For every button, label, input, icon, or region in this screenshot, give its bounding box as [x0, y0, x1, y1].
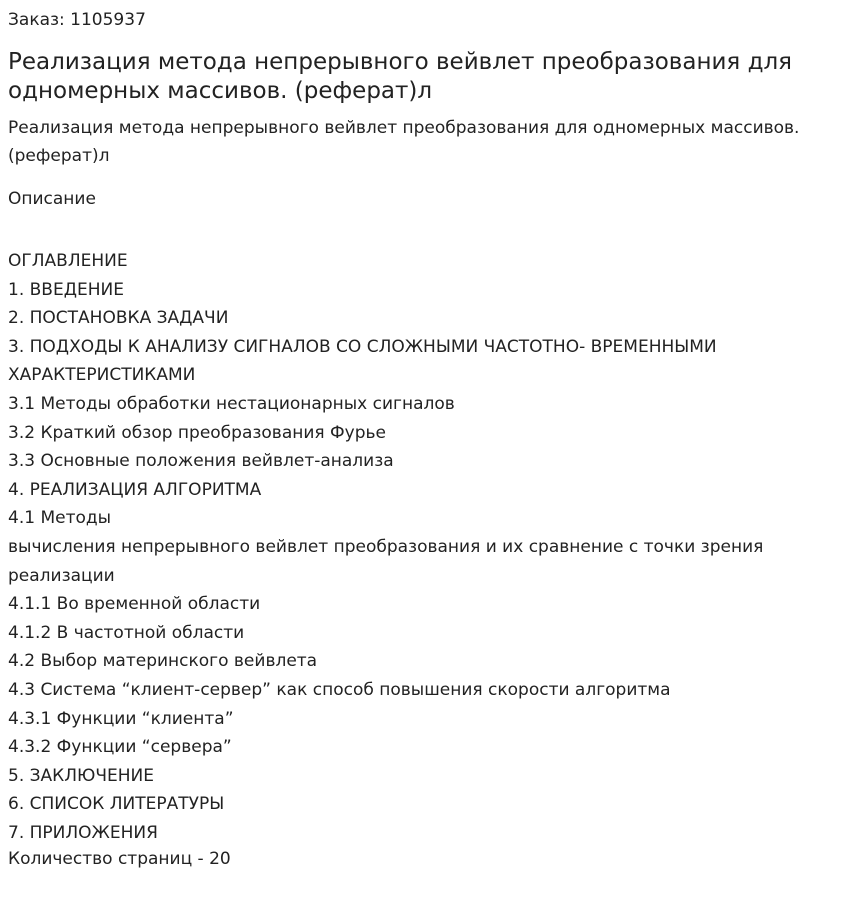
toc-item: 4.1.1 Во временной области	[8, 594, 261, 615]
toc-item: 4.1.2 В частотной области	[8, 622, 245, 643]
toc-item: 4.3.2 Функции “сервера”	[8, 737, 232, 758]
toc-item: 6. СПИСОК ЛИТЕРАТУРЫ	[8, 794, 225, 815]
toc-item: 4.1 Методы	[8, 508, 112, 529]
page-count: Количество страниц - 20	[8, 849, 231, 869]
toc-item: ОГЛАВЛЕНИЕ	[8, 251, 128, 271]
toc-item: 4.3.1 Функции “клиента”	[8, 708, 234, 729]
toc-item: 4.2 Выбор материнского вейвлета	[8, 651, 318, 672]
table-of-contents	[8, 247, 839, 847]
toc-item: 3.2 Краткий обзор преобразования Фурье	[8, 422, 387, 443]
toc-item: 5. ЗАКЛЮЧЕНИЕ	[8, 765, 154, 786]
toc-item: 2. ПОСТАНОВКА ЗАДАЧИ	[8, 308, 229, 329]
description-heading: Описание	[8, 189, 96, 209]
toc-item: 3.3 Основные положения вейвлет-анализа	[8, 451, 394, 472]
toc-item: 4. РЕАЛИЗАЦИЯ АЛГОРИТМА	[8, 479, 262, 500]
document-title: Реализация метода непрерывного вейвлет преобразования для одномерных массивов. (реферат)л	[8, 49, 793, 104]
toc-item: вычисления непрерывного вейвлет преобразования и их сравнение с точки зрения реализации	[8, 536, 764, 586]
toc-item: 3. ПОДХОДЫ К АНАЛИЗУ СИГНАЛОВ СО СЛОЖНЫМИ ЧАСТОТНО- ВРЕМЕННЫМИ ХАРАКТЕРИСТИКАМИ	[8, 336, 717, 386]
toc-item: 4.3 Система “клиент-сервер” как способ повышения скорости алгоритма	[8, 679, 671, 700]
toc-item: 7. ПРИЛОЖЕНИЯ	[8, 822, 158, 843]
toc-item: 1. ВВЕДЕНИЕ	[8, 279, 124, 300]
order-number: Заказ: 1105937	[8, 10, 146, 30]
document-subtitle: Реализация метода непрерывного вейвлет преобразования для одномерных массивов. (реферат)л	[8, 118, 800, 166]
toc-item: 3.1 Методы обработки нестационарных сигналов	[8, 393, 455, 414]
